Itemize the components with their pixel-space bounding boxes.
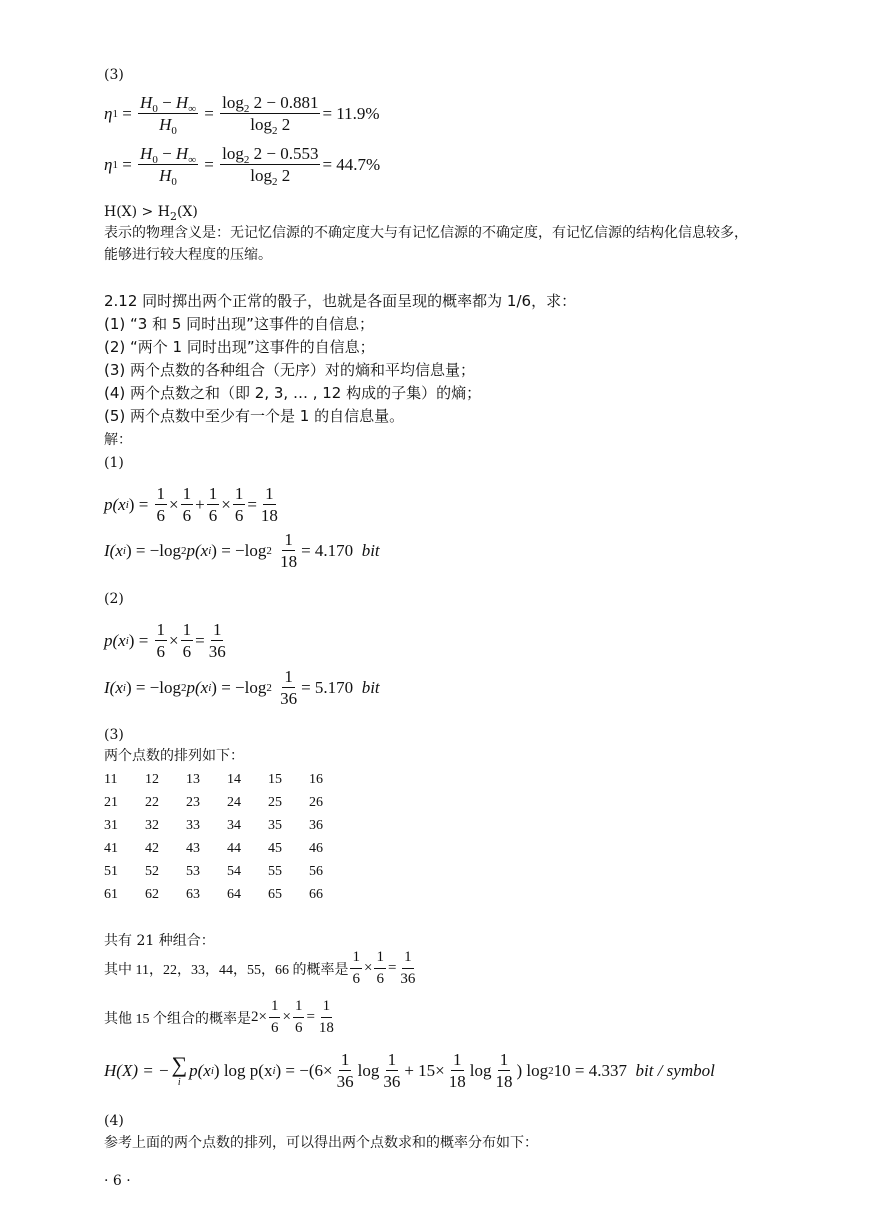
table-cell: 62 <box>145 886 159 902</box>
table-cell: 54 <box>227 863 241 879</box>
table-cell: 43 <box>186 840 200 856</box>
problem-item-3: (3) 两个点数的各种组合（无序）对的熵和平均信息量； <box>104 361 476 379</box>
table-cell: 46 <box>309 840 323 856</box>
part1-label: (1) <box>104 455 124 471</box>
table-cell: 44 <box>227 840 241 856</box>
table-cell: 45 <box>268 840 282 856</box>
table-cell: 52 <box>145 863 159 879</box>
table-cell: 33 <box>186 817 200 833</box>
table-cell: 16 <box>309 771 323 787</box>
table-cell: 25 <box>268 794 282 810</box>
table-cell: 36 <box>309 817 323 833</box>
summation-symbol: ∑ i <box>171 1051 188 1088</box>
other-pairs-probability: 其他 15 个组合的概率是 2× $\frac{1}{6}$ × $\frac{1}{6}$ = $\frac{1}{18}$ <box>104 998 334 1036</box>
part3-intro: 两个点数的排列如下： <box>104 748 244 764</box>
unit: bit <box>361 540 380 560</box>
table-cell: 56 <box>309 863 323 879</box>
dice-permutation-table <box>104 768 350 906</box>
problem-item-1: (1) “3 和 5 同时出现”这事件的自信息； <box>104 315 374 333</box>
solution-label: 解： <box>104 432 132 448</box>
physical-meaning-line2: 能够进行较大程度的压缩。 <box>104 247 272 263</box>
table-cell: 34 <box>227 817 241 833</box>
equal-pairs-probability: 其中 11，22，33，44，55，66 的概率是 $\frac{1}{6}$ × $\frac{1}{6}$ = $\frac{1}{36}$ <box>104 949 416 987</box>
table-cell: 63 <box>186 886 200 902</box>
table-row <box>104 814 350 837</box>
problem-item-4: (4) 两个点数之和（即 2, 3, … , 12 构成的子集）的熵； <box>104 384 482 402</box>
table-cell: 23 <box>186 794 200 810</box>
entropy-comparison: $H(X) > H_2(X)$ <box>104 204 198 223</box>
part4-text: 参考上面的两个点数的排列，可以得出两个点数求和的概率分布如下： <box>104 1135 538 1151</box>
part2-probability-equation: p(x i ) = $\frac{1}{6}$ × $\frac{1}{6}$ = $\frac{1}{36}$ <box>104 620 226 661</box>
eta-symbol: η <box>104 103 113 123</box>
table-cell: 24 <box>227 794 241 810</box>
table-row <box>104 791 350 814</box>
fraction: $\frac{\log_2 2 - 0.881}{\log_2 2}$ <box>222 93 319 137</box>
table-cell: 66 <box>309 886 323 902</box>
table-cell: 26 <box>309 794 323 810</box>
table-row <box>104 860 350 883</box>
table-cell: 53 <box>186 863 200 879</box>
efficiency-equation-1: η 1 = $\frac{H_0 - H_\infty}{H_0}$ = $\frac{\log_2 2 - 0.881}{\log_2 2}$ = 11.9% <box>104 93 380 137</box>
part2-label: (2) <box>104 591 124 607</box>
entropy-equation: H(X) = − ∑ i p(x i ) log p(x i ) = −(6× $\frac{1}{36}$ log $\frac{1}{36}$ + 15× $\frac{1}{18}$ log $\frac{1}{18}$ ) log 2 10 = 4.337 bit / symbol <box>104 1050 715 1091</box>
fraction: $\frac{\log_2 2 - 0.553}{\log_2 2}$ <box>222 144 319 188</box>
efficiency-equation-2: η 1 = $\frac{H_0 - H_\infty}{H_0}$ = $\frac{\log_2 2 - 0.553}{\log_2 2}$ = 44.7% <box>104 144 381 188</box>
physical-meaning-line1: 表示的物理含义是：无记忆信源的不确定度大与有记忆信源的不确定度，有记忆信源的结构化信息较多， <box>104 225 748 241</box>
fraction: $\frac{H_0 - H_\infty}{H_0}$ <box>140 144 197 188</box>
combination-count: 共有 21 种组合： <box>104 933 215 949</box>
part3-label: (3) <box>104 727 124 743</box>
table-cell: 64 <box>227 886 241 902</box>
table-cell: 15 <box>268 771 282 787</box>
fraction: $\frac{H_0 - H_\infty}{H_0}$ <box>140 93 197 137</box>
section-label: (3) <box>104 67 124 83</box>
table-cell: 14 <box>227 771 241 787</box>
table-cell: 55 <box>268 863 282 879</box>
table-row <box>104 768 350 791</box>
table-cell: 13 <box>186 771 200 787</box>
table-cell: 21 <box>104 794 118 810</box>
table-cell: 11 <box>104 771 118 787</box>
result: = 11.9% <box>322 103 380 123</box>
problem-title: 2.12 同时掷出两个正常的骰子，也就是各面呈现的概率都为 1/6，求： <box>104 292 577 310</box>
table-cell: 51 <box>104 863 118 879</box>
part2-self-information-equation: I(x i ) = −log 2 p(x i ) = −log 2 $\frac{1}{36}$ = 5.170 bit <box>104 667 380 708</box>
part4-label: (4) <box>104 1113 124 1129</box>
table-cell: 42 <box>145 840 159 856</box>
table-cell: 22 <box>145 794 159 810</box>
table-cell: 65 <box>268 886 282 902</box>
problem-item-5: (5) 两个点数中至少有一个是 1 的自信息量。 <box>104 407 405 425</box>
table-cell: 31 <box>104 817 118 833</box>
part1-probability-equation: p(x i ) = $\frac{1}{6}$ × $\frac{1}{6}$ + $\frac{1}{6}$ × $\frac{1}{6}$ = $\frac{1}{18}$ <box>104 484 278 525</box>
table-cell: 12 <box>145 771 159 787</box>
problem-item-2: (2) “两个 1 同时出现”这事件的自信息； <box>104 338 375 356</box>
table-cell: 32 <box>145 817 159 833</box>
page-number: · 6 · <box>104 1173 131 1189</box>
table-row <box>104 883 350 906</box>
table-cell: 41 <box>104 840 118 856</box>
unit: bit <box>361 677 380 697</box>
part1-self-information-equation: I(x i ) = −log 2 p(x i ) = −log 2 $\frac{1}{18}$ = 4.170 bit <box>104 530 380 571</box>
table-cell: 61 <box>104 886 118 902</box>
table-row <box>104 837 350 860</box>
table-cell: 35 <box>268 817 282 833</box>
result: = 44.7% <box>322 154 381 174</box>
unit: bit / symbol <box>635 1060 715 1080</box>
